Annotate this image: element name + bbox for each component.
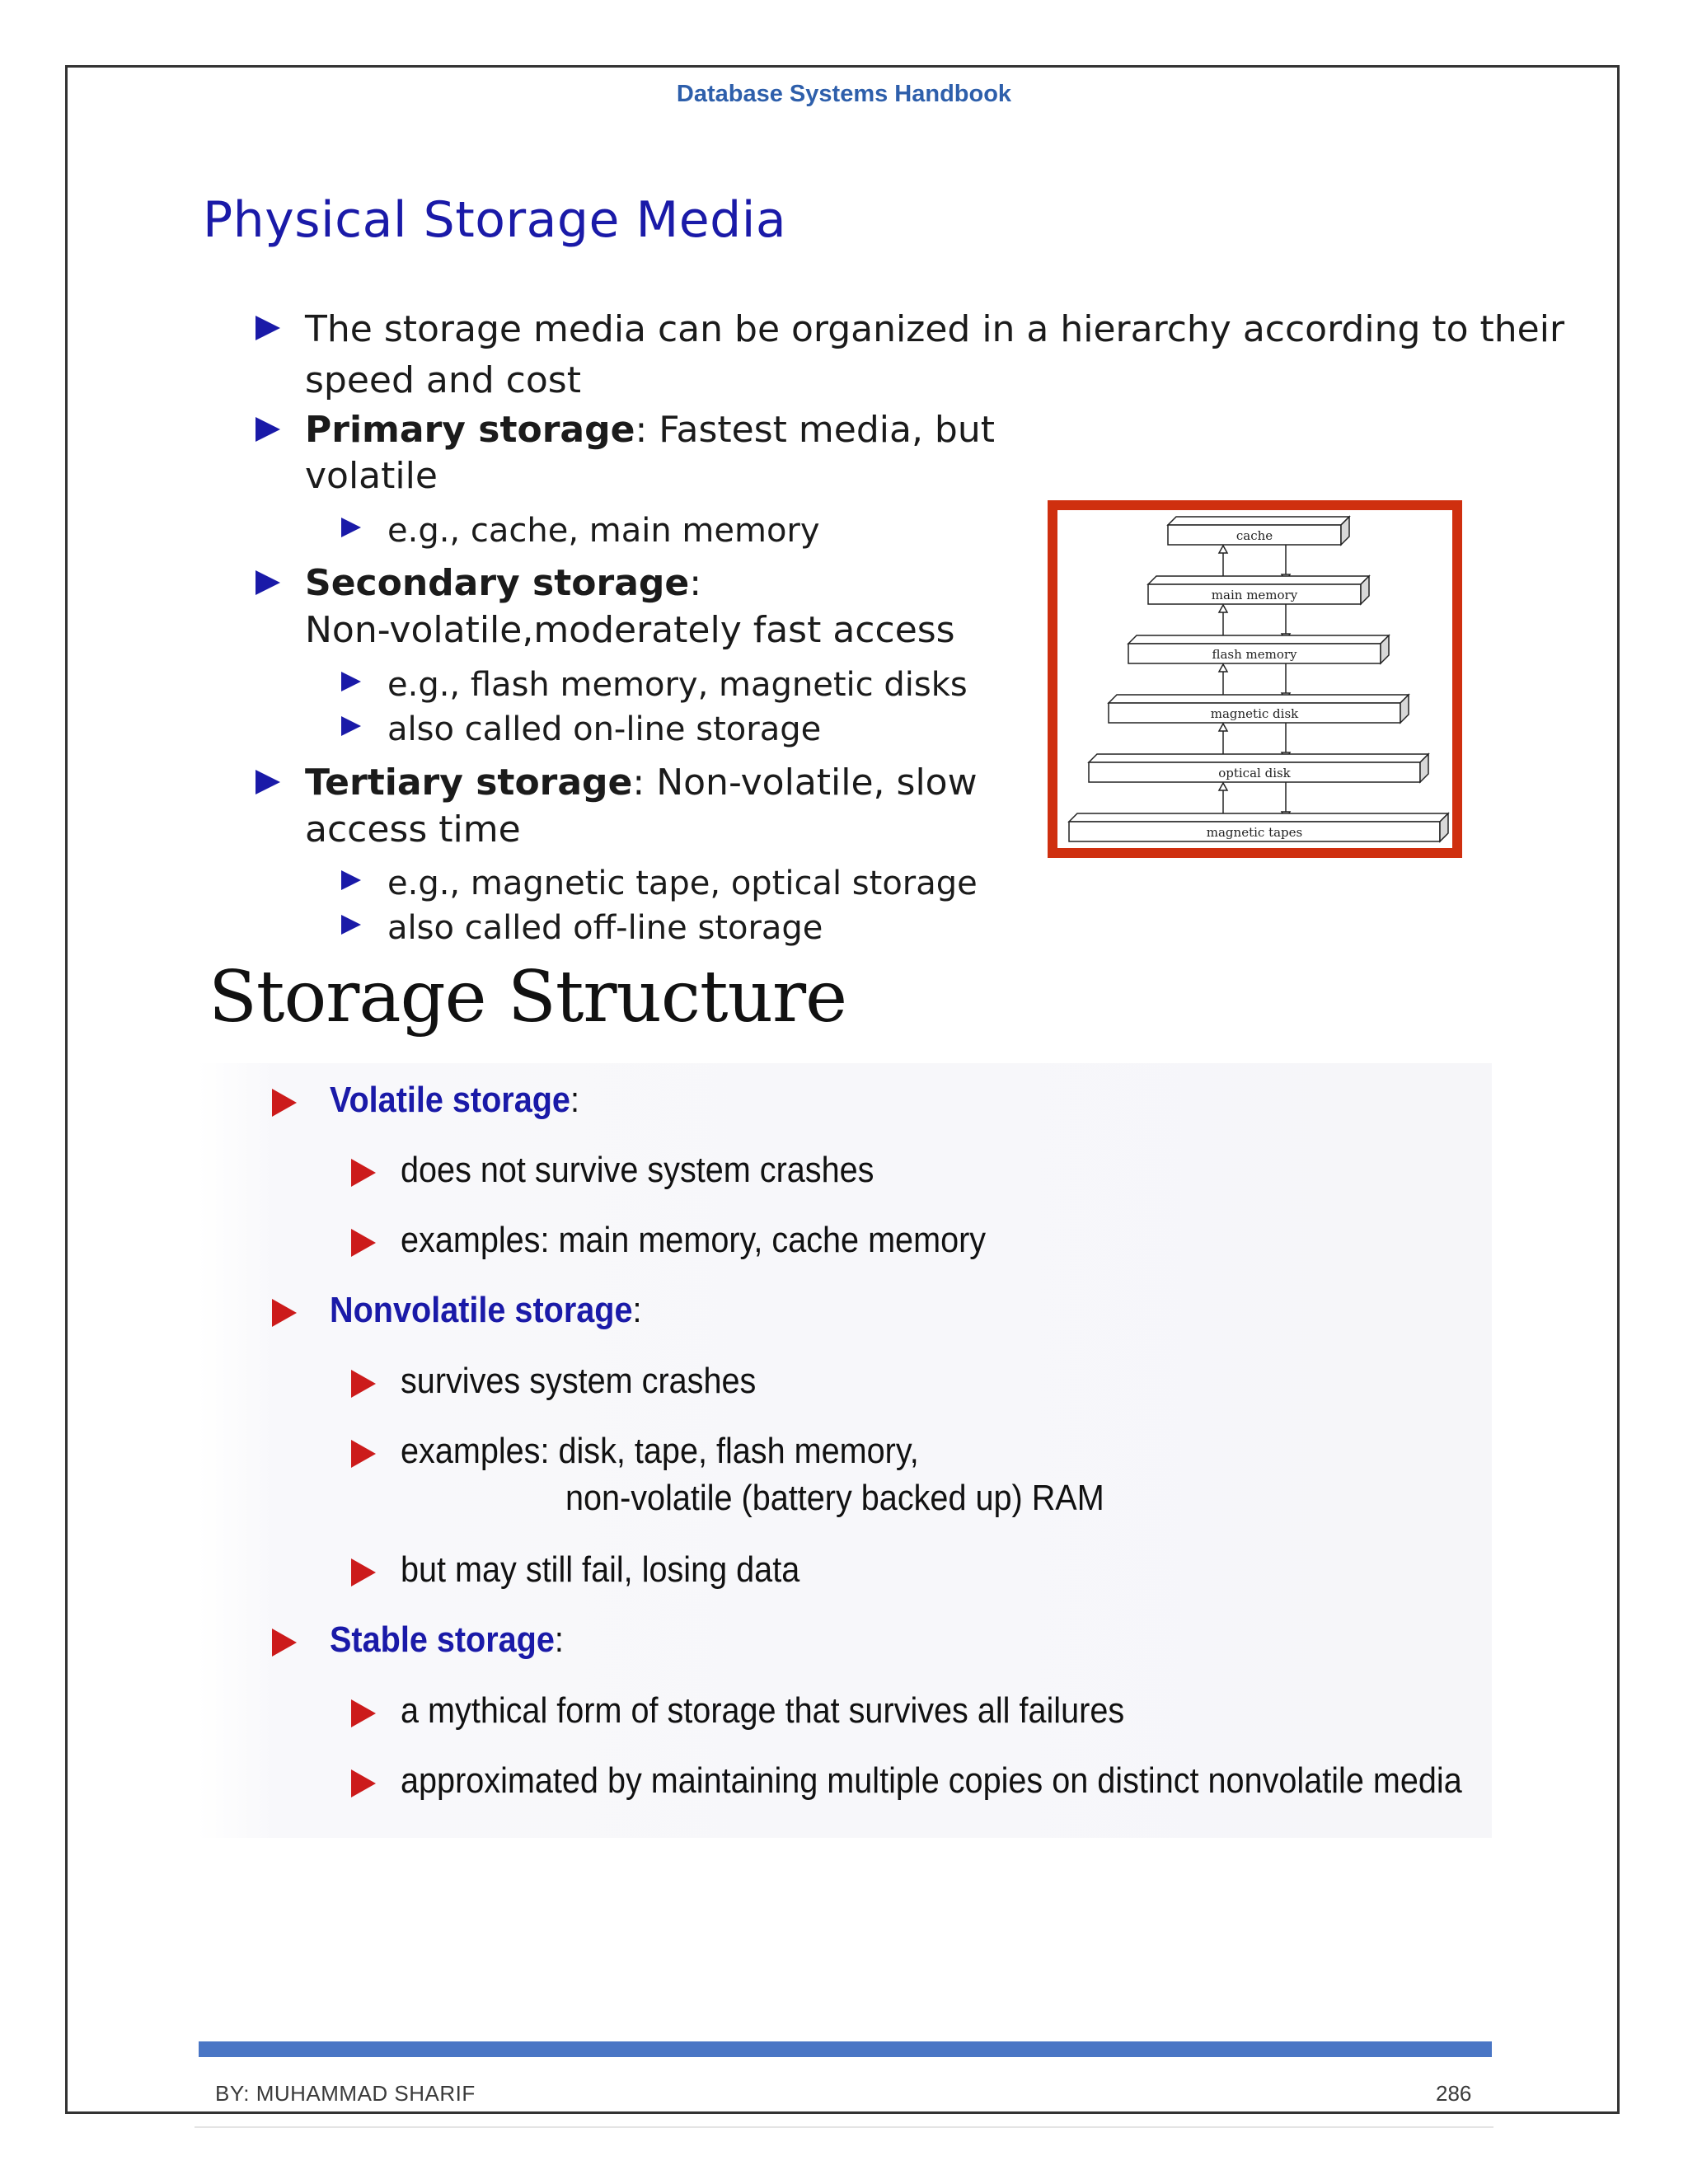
bullet-icon bbox=[256, 570, 280, 595]
hierarchy-level bbox=[1168, 517, 1349, 545]
colon: : bbox=[632, 1290, 642, 1330]
bottom-divider bbox=[195, 2126, 1493, 2128]
bullet-icon bbox=[351, 1229, 376, 1257]
nonvolatile-item: examples: disk, tape, flash memory, bbox=[401, 1431, 919, 1471]
intro-line-1: The storage media can be organized in a hierarchy according to their bbox=[305, 308, 1565, 350]
primary-storage-line bbox=[305, 409, 995, 451]
sub-bullet-icon bbox=[341, 672, 361, 691]
volatile-item: examples: main memory, cache memory bbox=[401, 1220, 987, 1260]
intro-line-2: speed and cost bbox=[305, 359, 581, 401]
volatile-item: does not survive system crashes bbox=[401, 1150, 874, 1190]
hierarchy-level-label: magnetic disk bbox=[1210, 706, 1299, 721]
nonvolatile-item: survives system crashes bbox=[401, 1361, 757, 1401]
footer-bar bbox=[199, 2041, 1492, 2057]
bullet-icon bbox=[351, 1370, 376, 1398]
hierarchy-level bbox=[1109, 695, 1409, 723]
bullet-icon bbox=[272, 1299, 297, 1327]
page-number: 286 bbox=[1436, 2081, 1472, 2106]
stable-term: Stable storage bbox=[330, 1619, 555, 1660]
secondary-cont: Non-volatile,moderately fast access bbox=[305, 609, 955, 651]
storage-hierarchy-figure bbox=[1057, 510, 1452, 848]
volatile-heading bbox=[330, 1080, 579, 1121]
sub-bullet-icon bbox=[341, 716, 361, 736]
nonvolatile-term: Nonvolatile storage bbox=[330, 1290, 633, 1330]
primary-example: e.g., cache, main memory bbox=[387, 512, 820, 550]
storage-hierarchy-diagram bbox=[1048, 500, 1462, 858]
hierarchy-level bbox=[1128, 635, 1389, 663]
tertiary-rest: : Non-volatile, slow bbox=[632, 762, 978, 804]
bullet-icon bbox=[256, 316, 280, 340]
colon: : bbox=[570, 1080, 579, 1120]
primary-term: Primary storage bbox=[305, 409, 635, 451]
hierarchy-level-label: flash memory bbox=[1212, 647, 1297, 662]
bullet-icon bbox=[351, 1769, 376, 1797]
secondary-note: also called on-line storage bbox=[387, 710, 822, 748]
colon: : bbox=[554, 1619, 564, 1660]
hierarchy-level-label: optical disk bbox=[1218, 766, 1291, 780]
stable-item: a mythical form of storage that survives all failures bbox=[401, 1690, 1125, 1731]
secondary-term: Secondary storage bbox=[305, 562, 690, 604]
hierarchy-level-label: main memory bbox=[1211, 588, 1298, 602]
bullet-icon bbox=[351, 1159, 376, 1187]
hierarchy-level-label: cache bbox=[1236, 528, 1273, 543]
bullet-icon bbox=[272, 1629, 297, 1657]
sub-bullet-icon bbox=[341, 870, 361, 890]
nonvolatile-item: but may still fail, losing data bbox=[401, 1549, 800, 1590]
bullet-icon bbox=[256, 417, 280, 442]
tertiary-note: also called off-line storage bbox=[387, 909, 823, 947]
hierarchy-level bbox=[1089, 754, 1428, 782]
secondary-rest: : bbox=[689, 562, 702, 604]
sub-bullet-icon bbox=[341, 518, 361, 537]
tertiary-cont: access time bbox=[305, 808, 521, 851]
hierarchy-level bbox=[1148, 576, 1369, 604]
bullet-icon bbox=[351, 1558, 376, 1586]
primary-rest: : Fastest media, but bbox=[635, 409, 995, 451]
volatile-term: Volatile storage bbox=[330, 1080, 570, 1120]
bullet-icon bbox=[272, 1089, 297, 1117]
bullet-icon bbox=[351, 1440, 376, 1468]
bullet-icon bbox=[351, 1699, 376, 1727]
hierarchy-level-label: magnetic tapes bbox=[1206, 825, 1303, 840]
footer-author: BY: MUHAMMAD SHARIF bbox=[215, 2081, 476, 2106]
primary-cont: volatile bbox=[305, 455, 438, 497]
sub-bullet-icon bbox=[341, 915, 361, 935]
tertiary-term: Tertiary storage bbox=[305, 762, 633, 804]
secondary-example: e.g., flash memory, magnetic disks bbox=[387, 666, 968, 704]
nonvolatile-heading bbox=[330, 1290, 641, 1331]
secondary-storage-line bbox=[305, 562, 702, 604]
tertiary-example: e.g., magnetic tape, optical storage bbox=[387, 865, 978, 902]
stable-heading bbox=[330, 1619, 564, 1661]
stable-item: approximated by maintaining multiple copies on distinct nonvolatile media bbox=[401, 1760, 1462, 1801]
running-header: Database Systems Handbook bbox=[676, 81, 1012, 107]
storage-structure-title: Storage Structure bbox=[209, 956, 847, 1038]
physical-storage-title: Physical Storage Media bbox=[203, 191, 787, 249]
tertiary-storage-line bbox=[305, 762, 978, 804]
nonvolatile-item-continued: non-volatile (battery backed up) RAM bbox=[565, 1478, 1104, 1518]
hierarchy-level bbox=[1069, 813, 1448, 841]
bullet-icon bbox=[256, 770, 280, 794]
